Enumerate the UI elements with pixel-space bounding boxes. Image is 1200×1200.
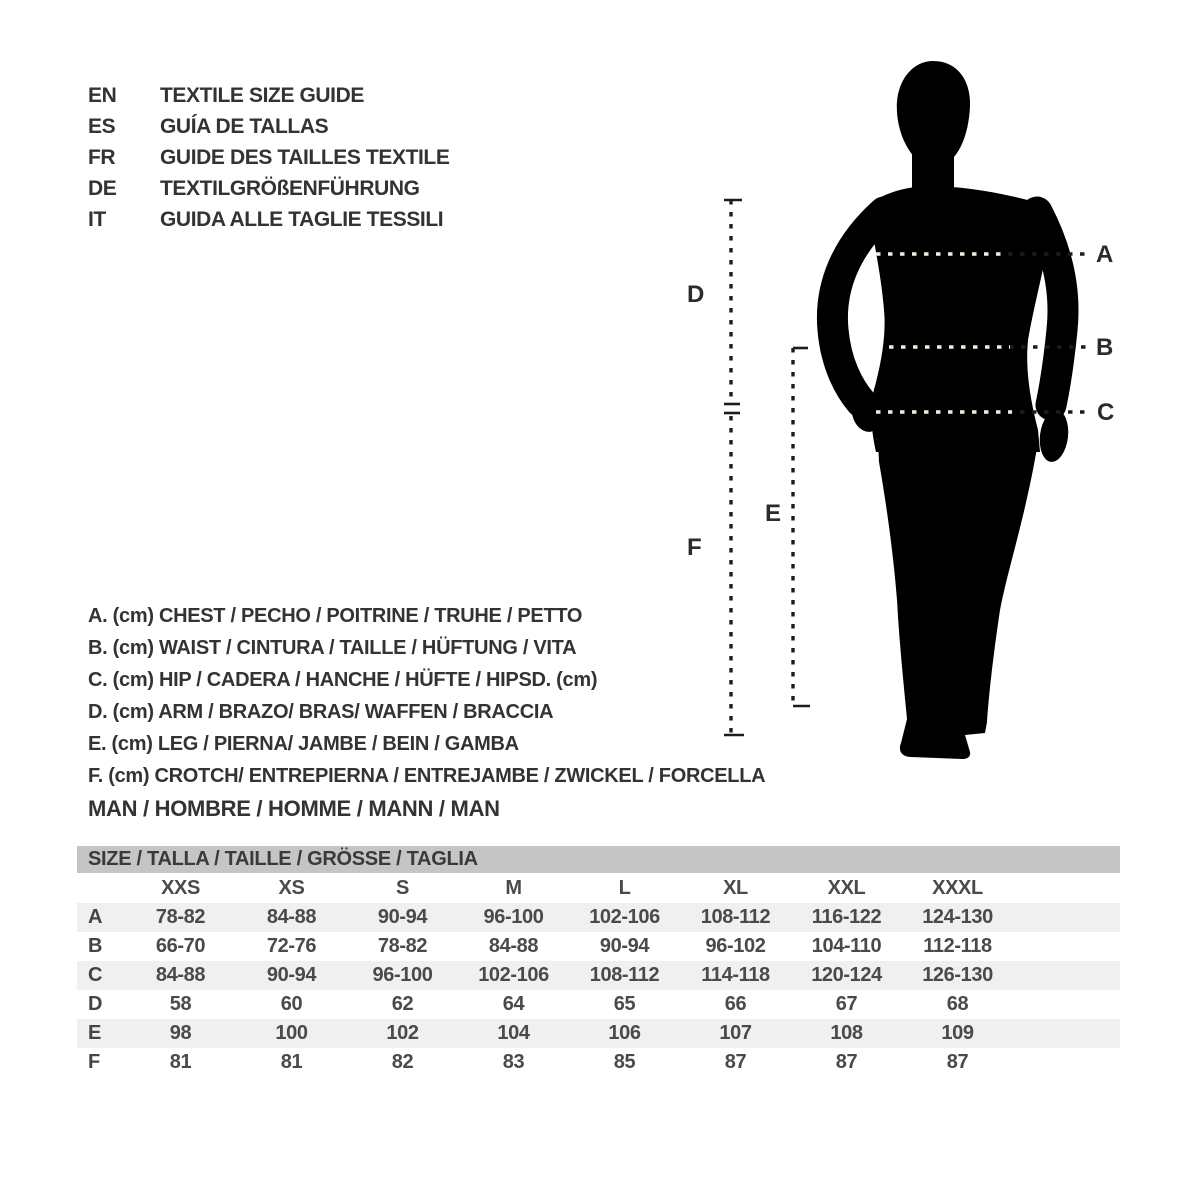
size-value-cell: 106: [608, 1022, 641, 1044]
guide-title-translation: GUÍA DE TALLAS: [160, 114, 329, 138]
language-row: [88, 173, 449, 204]
row-label: C: [88, 964, 103, 986]
table-row: [77, 932, 1120, 961]
measure-label-leg: E: [765, 500, 781, 527]
size-value-cell: 81: [280, 1051, 303, 1073]
language-row: [88, 111, 449, 142]
guide-title-translation: GUIDE DES TAILLES TEXTILE: [160, 145, 450, 169]
table-row: [77, 1048, 1120, 1077]
right-arm-shape: [1037, 212, 1063, 405]
table-title: SIZE / TALLA / TAILLE / GRÖSSE / TAGLIA: [88, 848, 478, 870]
measure-label-hip: C: [1097, 399, 1114, 426]
table-row: [77, 1019, 1120, 1048]
size-value-cell: 84-88: [266, 906, 317, 928]
size-value-cell: 85: [613, 1051, 636, 1073]
size-value-cell: 124-130: [922, 906, 993, 928]
size-value-cell: 109: [941, 1022, 974, 1044]
size-column-header: XXS: [161, 876, 200, 899]
size-value-cell: 112-118: [923, 935, 992, 957]
category-line: MAN / HOMBRE / HOMME / MANN / MAN: [88, 796, 500, 821]
size-value-cell: 58: [169, 993, 192, 1015]
table-row: [77, 990, 1120, 1019]
guide-title-translation: GUIDA ALLE TAGLIE TESSILI: [160, 207, 444, 231]
size-value-cell: 78-82: [155, 906, 206, 928]
size-value-cell: 108: [830, 1022, 863, 1044]
size-value-cell: 64: [502, 993, 525, 1015]
row-label: D: [88, 993, 103, 1015]
size-value-cell: 104: [497, 1022, 530, 1044]
legend-line: D. (cm) ARM / BRAZO/ BRAS/ WAFFEN / BRACCIA: [88, 700, 554, 723]
size-table: [77, 846, 1120, 1077]
size-value-cell: 107: [719, 1022, 752, 1044]
guide-title-translation: TEXTILGRÖßENFÜHRUNG: [160, 176, 420, 200]
size-value-cell: 87: [835, 1051, 858, 1073]
size-value-cell: 126-130: [922, 964, 993, 986]
size-value-cell: 96-102: [705, 935, 766, 957]
legend-line: C. (cm) HIP / CADERA / HANCHE / HÜFTE / HIPSD. (cm): [88, 668, 598, 691]
size-value-cell: 90-94: [266, 964, 317, 986]
language-row: [88, 80, 449, 111]
legend-line: E. (cm) LEG / PIERNA/ JAMBE / BEIN / GAMBA: [88, 732, 519, 755]
measure-label-arm: D: [687, 281, 704, 308]
size-value-cell: 100: [275, 1022, 308, 1044]
size-value-cell: 87: [724, 1051, 747, 1073]
size-value-cell: 84-88: [155, 964, 206, 986]
size-column-header: L: [618, 876, 631, 899]
language-code: IT: [88, 207, 106, 231]
legend-line: F. (cm) CROTCH/ ENTREPIERNA / ENTREJAMBE / ZWICKEL / FORCELLA: [88, 764, 766, 787]
table-row: [77, 903, 1120, 932]
legs-shape: [878, 442, 1038, 759]
size-column-header: XXXL: [932, 876, 983, 899]
size-column-header: S: [396, 876, 409, 899]
size-value-cell: 108-112: [589, 964, 660, 986]
size-value-cell: 114-118: [701, 964, 770, 986]
size-value-cell: 120-124: [811, 964, 882, 986]
measure-label-waist: B: [1096, 334, 1113, 361]
size-value-cell: 116-122: [811, 906, 882, 928]
language-list: [88, 80, 449, 235]
size-value-cell: 78-82: [377, 935, 428, 957]
size-value-cell: 68: [946, 993, 969, 1015]
size-column-header: XXL: [827, 876, 866, 899]
size-value-cell: 108-112: [700, 906, 771, 928]
size-value-cell: 60: [280, 993, 303, 1015]
language-code: FR: [88, 145, 116, 169]
size-columns-row: [77, 873, 1120, 903]
size-value-cell: 62: [391, 993, 414, 1015]
size-column-header: XL: [723, 876, 748, 899]
legend-line: B. (cm) WAIST / CINTURA / TAILLE / HÜFTUNG / VITA: [88, 636, 577, 659]
size-value-cell: 102: [386, 1022, 419, 1044]
size-value-cell: 65: [613, 993, 636, 1015]
size-value-cell: 90-94: [599, 935, 650, 957]
measurement-legend: [88, 600, 765, 792]
size-value-cell: 72-76: [266, 935, 317, 957]
size-value-cell: 81: [169, 1051, 192, 1073]
size-value-cell: 102-106: [478, 964, 549, 986]
size-value-cell: 87: [946, 1051, 969, 1073]
head-shape: [897, 61, 970, 160]
size-column-header: XS: [278, 876, 305, 899]
language-row: [88, 142, 449, 173]
size-value-cell: 67: [835, 993, 858, 1015]
size-value-cell: 96-100: [483, 906, 544, 928]
size-value-cell: 66: [724, 993, 747, 1015]
size-value-cell: 84-88: [488, 935, 539, 957]
row-label: E: [88, 1022, 101, 1044]
size-value-cell: 98: [169, 1022, 192, 1044]
size-column-header: M: [505, 876, 522, 899]
legend-line: A. (cm) CHEST / PECHO / POITRINE / TRUHE / PETTO: [88, 604, 583, 627]
size-value-cell: 90-94: [377, 906, 428, 928]
guide-title-translation: TEXTILE SIZE GUIDE: [160, 83, 364, 107]
measure-label-crotch: F: [687, 534, 702, 561]
table-body: [77, 903, 1120, 1077]
measure-label-chest: A: [1096, 241, 1113, 268]
size-value-cell: 83: [502, 1051, 525, 1073]
size-value-cell: 102-106: [589, 906, 660, 928]
language-code: DE: [88, 176, 117, 200]
size-value-cell: 82: [391, 1051, 414, 1073]
table-row: [77, 961, 1120, 990]
row-label: B: [88, 935, 103, 957]
left-arm-shape: [832, 212, 884, 402]
man-silhouette: [832, 61, 1071, 759]
size-value-cell: 104-110: [811, 935, 882, 957]
language-code: ES: [88, 114, 116, 138]
size-value-cell: 96-100: [372, 964, 433, 986]
language-row: [88, 204, 449, 235]
table-title-bar: [77, 846, 1120, 873]
language-code: EN: [88, 83, 117, 107]
row-label: A: [88, 906, 103, 928]
size-value-cell: 66-70: [155, 935, 206, 957]
row-label: F: [88, 1051, 100, 1073]
